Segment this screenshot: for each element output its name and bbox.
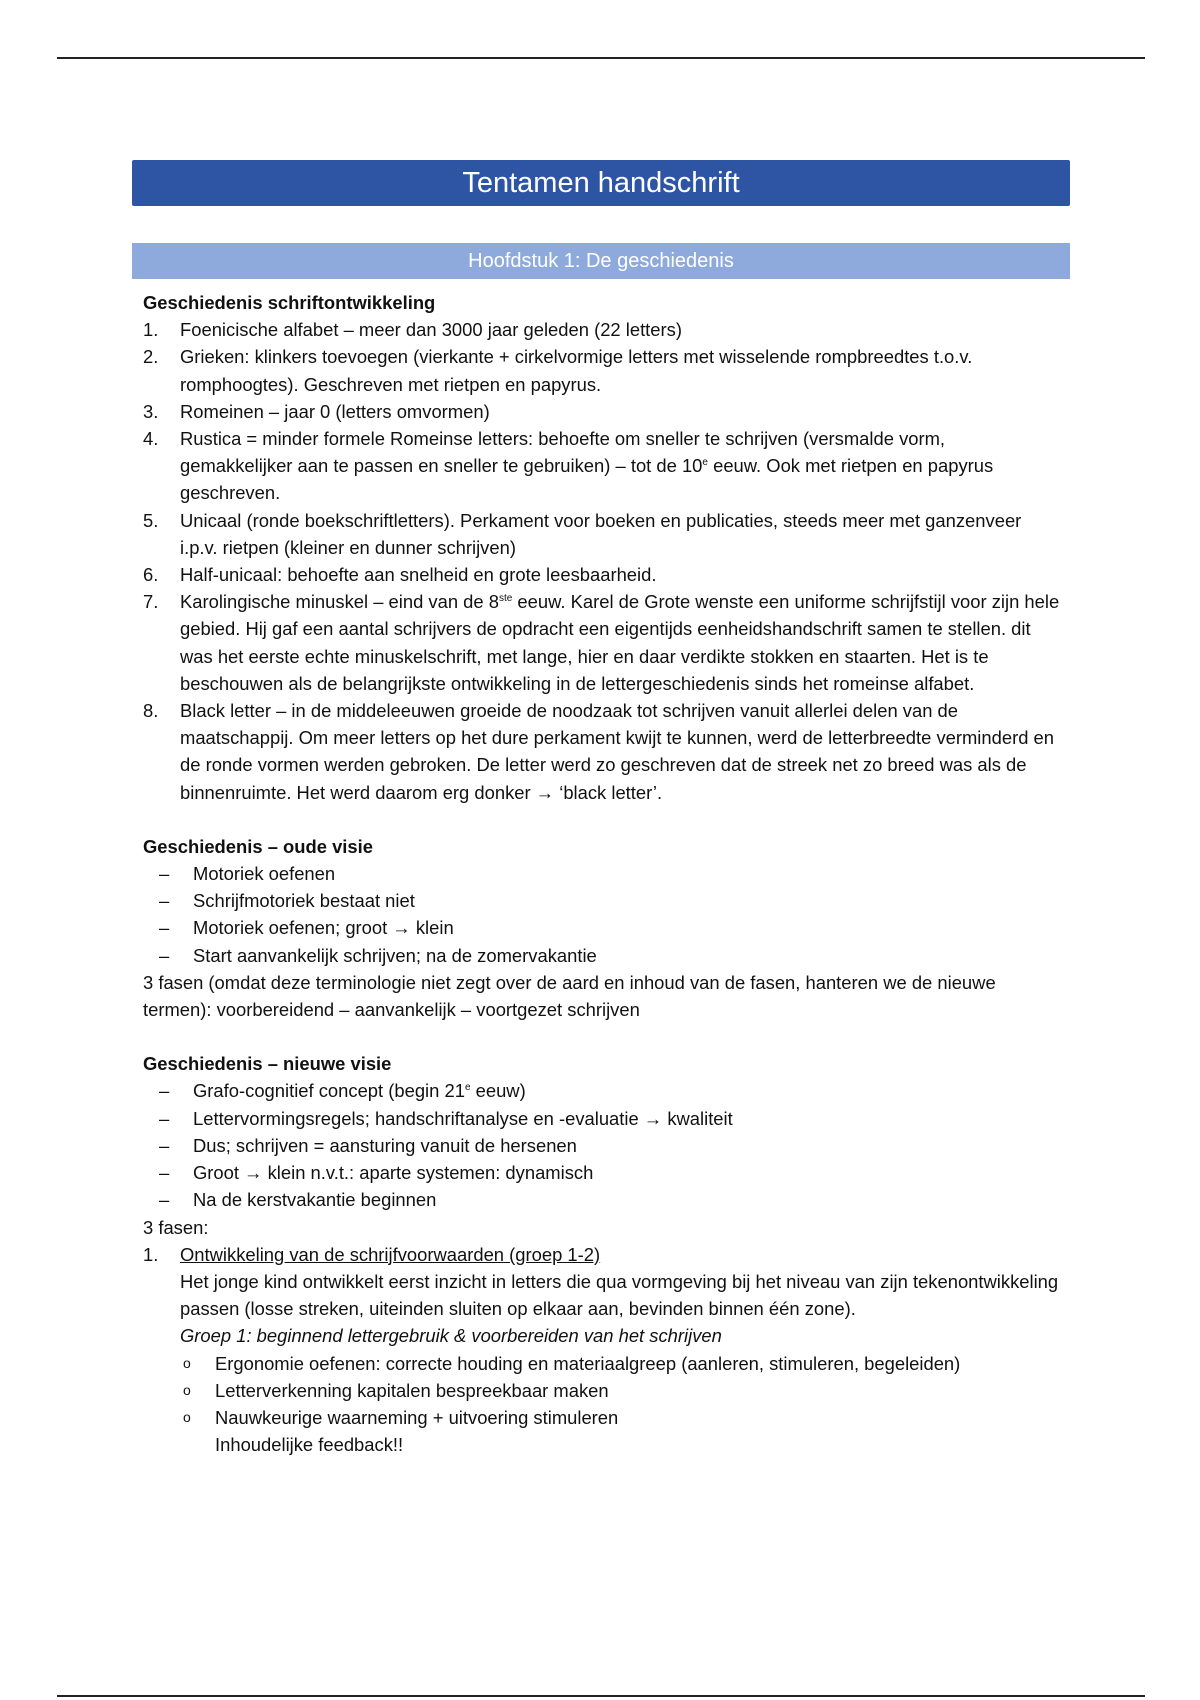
- section-schriftontwikkeling: [132, 289, 1070, 806]
- list-item: 7. Karolingische minuskel – eind van de 8ste eeuw. Karel de Grote wenste een uniforme schrijfstijl voor zijn hele gebied. Hij gaf een aantal schrijvers de opdracht een eigentijds eenheidshandschrift samen te stellen. dit was het eerste echte minuskelschrift, met lange, hier en daar verdikte stokken en staarten. Het is te beschouwen als de belangrijkste ontwikkeling in de lettergeschiedenis sinds het romeinse alfabet.: [143, 591, 1060, 694]
- phase-title: Ontwikkeling van de schrijfvoorwaarden (groep 1-2): [180, 1243, 601, 1265]
- bottom-rule: [57, 1695, 1145, 1697]
- feedback-note: Inhoudelijke feedback!!: [215, 1434, 404, 1456]
- list-item: 2. Grieken: klinkers toevoegen (vierkante + cirkelvormige letters met wisselende rompbreedtes t.o.v. romphoogtes). Geschreven met rietpen en papyrus.: [143, 346, 973, 395]
- list-item: o Ergonomie oefenen: correcte houding en materiaalgreep (aanleren, stimuleren, begeleiden): [183, 1352, 961, 1374]
- list-item: 6. Half-unicaal: behoefte aan snelheid en grote leesbaarheid.: [143, 564, 657, 586]
- document-body: [132, 160, 1070, 1458]
- paragraph: 3 fasen (omdat deze terminologie niet zegt over de aard en inhoud van de fasen, hanteren we de nieuwe termen): voorbereidend – aanvankelijk – voortgezet schrijven: [143, 971, 996, 1021]
- dash-list: [143, 860, 1060, 969]
- list-item: – Groot → klein n.v.t.: aparte systemen: dynamisch: [159, 1162, 594, 1184]
- circle-list: [143, 1350, 1060, 1432]
- paragraph: 3 fasen:: [143, 1216, 209, 1238]
- section-oude-visie: [132, 833, 1070, 1023]
- list-item: – Lettervormingsregels; handschriftanalyse en -evaluatie → kwaliteit: [159, 1107, 733, 1129]
- numbered-list: [143, 316, 1060, 806]
- list-item: – Schrijfmotoriek bestaat niet: [159, 890, 415, 912]
- list-item: 1. Foenicische alfabet – meer dan 3000 jaar geleden (22 letters): [143, 319, 682, 341]
- list-item: 8. Black letter – in de middeleeuwen groeide de noodzaak tot schrijven vanuit allerlei delen van de maatschappij. Om meer letters op het dure perkament kwijt te kunnen, werd de letterbreedte verminderd en de ronde vormen werden gebroken. De letter werd zo geschreven dat de streek net zo breed was als de binnenruimte. Het werd daarom erg donker → ‘black letter’.: [143, 700, 1054, 803]
- section-heading: Geschiedenis schriftontwikkeling: [143, 292, 436, 313]
- section-heading: Geschiedenis – nieuwe visie: [143, 1053, 392, 1075]
- list-item: – Start aanvankelijk schrijven; na de zomervakantie: [159, 944, 597, 966]
- numbered-list: [143, 1241, 1060, 1350]
- dash-list: [143, 1077, 1060, 1213]
- list-item: 1. Ontwikkeling van de schrijfvoorwaarden (groep 1-2) Het jonge kind ontwikkelt eerst inzicht in letters die qua vormgeving bij het niveau van zijn tekenontwikkeling passen (losse streken, uiteinden sluiten op elkaar aan, bevinden binnen één zone). Groep 1: beginnend lettergebruik & voorbereiden van het schrijven: [143, 1241, 1060, 1350]
- top-rule: [57, 57, 1145, 59]
- list-item: o Letterverkenning kapitalen bespreekbaar maken: [183, 1379, 609, 1401]
- phase-body: Het jonge kind ontwikkelt eerst inzicht in letters die qua vormgeving bij het niveau van zijn tekenontwikkeling passen (losse streken, uiteinden sluiten op elkaar aan, bevinden binnen één zone).: [180, 1270, 1059, 1320]
- list-item: – Na de kerstvakantie beginnen: [159, 1189, 437, 1211]
- section-heading: Geschiedenis – oude visie: [143, 835, 373, 857]
- list-item: – Motoriek oefenen: [159, 863, 336, 885]
- document-title: Tentamen handschrift: [132, 160, 1070, 206]
- section-nieuwe-visie: [132, 1050, 1070, 1458]
- chapter-heading: Hoofdstuk 1: De geschiedenis: [132, 243, 1070, 279]
- list-item: 4. Rustica = minder formele Romeinse letters: behoefte om sneller te schrijven (versmalde vorm, gemakkelijker aan te passen en sneller te gebruiken) – tot de 10e eeuw. Ook met rietpen en papyrus geschreven.: [143, 428, 994, 504]
- list-item: 3. Romeinen – jaar 0 (letters omvormen): [143, 400, 490, 422]
- list-item: – Motoriek oefenen; groot → klein: [159, 917, 454, 939]
- group-heading: Groep 1: beginnend lettergebruik & voorbereiden van het schrijven: [180, 1325, 722, 1347]
- list-item: – Dus; schrijven = aansturing vanuit de hersenen: [159, 1134, 577, 1156]
- list-item: 5. Unicaal (ronde boekschriftletters). Perkament voor boeken en publicaties, steeds meer met ganzenveer i.p.v. rietpen (kleiner en dunner schrijven): [143, 509, 1022, 558]
- list-item: o Nauwkeurige waarneming + uitvoering stimuleren: [183, 1406, 619, 1428]
- list-item: – Grafo-cognitief concept (begin 21e eeuw): [159, 1080, 526, 1102]
